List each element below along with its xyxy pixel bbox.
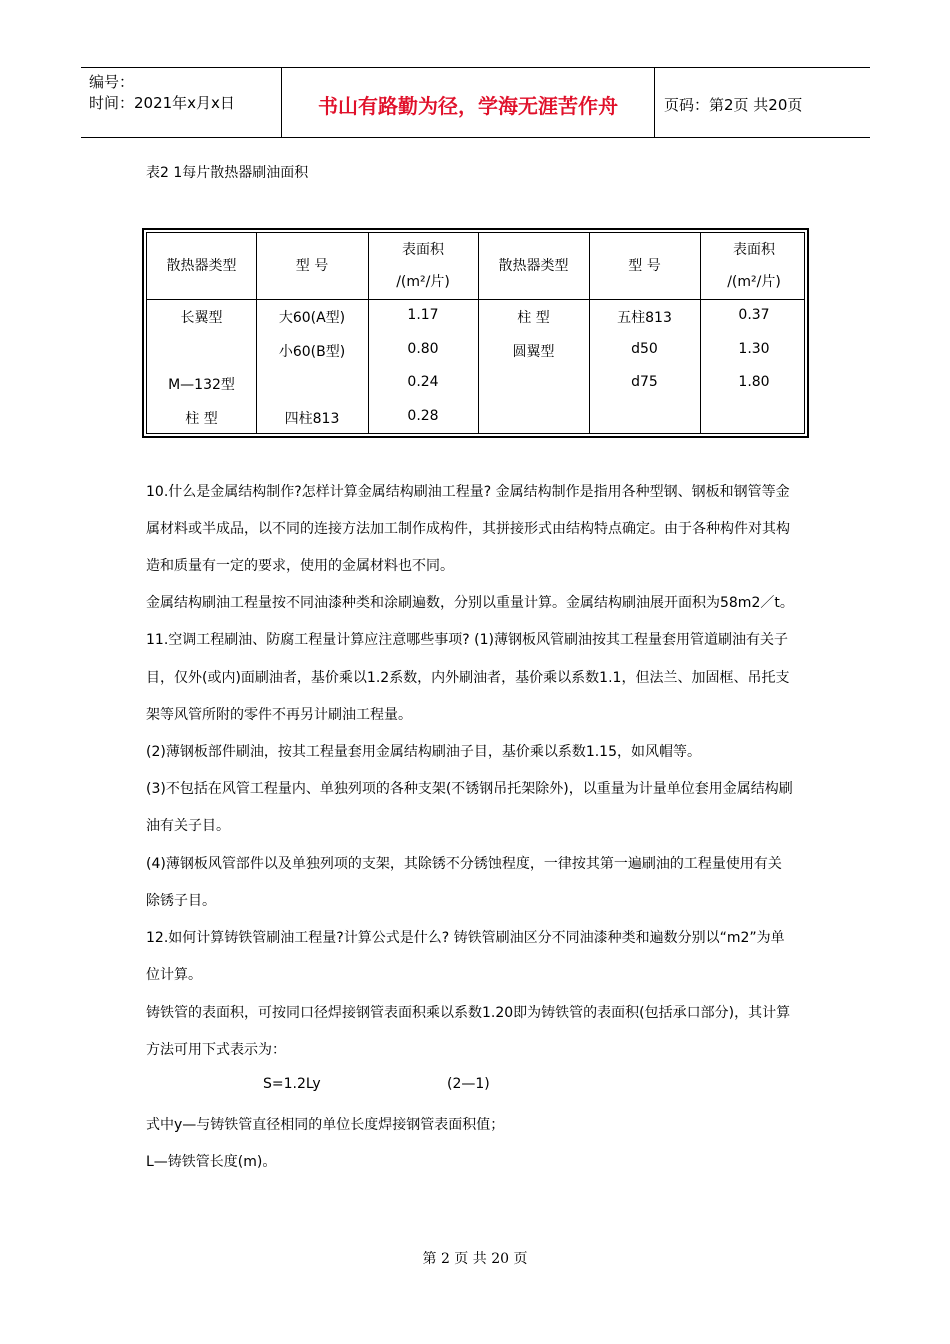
- table-cell: 1.30: [738, 341, 770, 357]
- paragraph-line: 目，仅外(或内)面刷油者，基价乘以1.2系数，内外刷油者，基价乘以系数1.1，但法兰、加固框、吊托支: [146, 670, 790, 686]
- table-cell: 0.37: [738, 307, 770, 323]
- header-model: 型 号: [295, 258, 329, 274]
- table-cell: d50: [631, 341, 658, 357]
- formula-note: 式中y—与铸铁管直径相同的单位长度焊接钢管表面积值；: [146, 1117, 505, 1133]
- paragraph-line: 油有关子目。: [146, 818, 230, 834]
- paragraph-line: 方法可用下式表示为：: [146, 1042, 286, 1058]
- paragraph-line: 10.什么是金属结构制作?怎样计算金属结构刷油工程量? 金属结构制作是指用各种型钢、钢板和钢管等金: [146, 484, 790, 500]
- table-cell: 圆翼型: [512, 344, 555, 360]
- table-cell: 0.24: [407, 374, 439, 390]
- paragraph-line: 架等风管所附的零件不再另计刷油工程量。: [146, 707, 412, 723]
- formula-expression: S=1.2Ly: [263, 1076, 321, 1092]
- table-cell: M—132型: [168, 377, 235, 393]
- table-cell: d75: [631, 374, 658, 390]
- page-footer: 第 2 页 共 20 页: [422, 1251, 528, 1267]
- header-row-divider: [147, 299, 804, 300]
- column-divider: [368, 233, 369, 433]
- table-cell: 1.80: [738, 374, 770, 390]
- formula-number: (2—1): [447, 1076, 490, 1092]
- header-area: 表面积: [733, 242, 775, 258]
- time-label: 时间：2021年x月x日: [89, 94, 235, 112]
- table-cell: 大60(A型): [278, 310, 346, 326]
- header-model: 型 号: [628, 258, 661, 274]
- header-radiator-type: 散热器类型: [498, 258, 569, 274]
- table-cell: 长翼型: [180, 310, 223, 326]
- header-area-unit: /(m²/片): [396, 274, 450, 290]
- table-cell: 柱 型: [517, 310, 550, 326]
- table-cell: 四柱813: [284, 411, 340, 427]
- paragraph-line: 属材料或半成品，以不同的连接方法加工制作成构件，其拼接形式由结构特点确定。由于各种构件对其构: [146, 521, 790, 537]
- table-cell: 五柱813: [617, 310, 672, 326]
- paragraph-line: (2)薄钢板部件刷油，按其工程量套用金属结构刷油子目，基价乘以系数1.15，如风帽等。: [146, 744, 702, 760]
- page-header: [81, 67, 870, 138]
- table-cell: 0.28: [407, 408, 439, 424]
- paragraph-line: (3)不包括在风管工程量内、单独列项的各种支架(不锈钢吊托架除外)，以重量为计量单位套用金属结构刷: [146, 781, 793, 797]
- header-area-unit: /(m²/片): [727, 274, 781, 290]
- paragraph-line: 位计算。: [146, 967, 202, 983]
- table-cell: 1.17: [407, 307, 439, 323]
- header-meta: [89, 72, 235, 114]
- table-inner-border: [146, 232, 805, 434]
- header-motto: 书山有路勤为径，学海无涯苦作舟: [318, 94, 618, 118]
- paragraph-line: 金属结构刷油工程量按不同油漆种类和涂刷遍数，分别以重量计算。金属结构刷油展开面积为58m2／t。: [146, 595, 794, 611]
- formula-note: L—铸铁管长度(m)。: [146, 1154, 277, 1170]
- paragraph-line: 12.如何计算铸铁管刷油工程量?计算公式是什么? 铸铁管刷油区分不同油漆种类和遍数分别以“m2”为单: [146, 930, 785, 946]
- table-caption: 表2 1每片散热器刷油面积: [146, 165, 309, 181]
- table-cell: 小60(B型): [278, 344, 346, 360]
- paragraph-line: 除锈子目。: [146, 893, 216, 909]
- header-page-info: 页码：第2页 共20页: [664, 96, 803, 114]
- paragraph-line: 造和质量有一定的要求，使用的金属材料也不同。: [146, 558, 454, 574]
- table-cell: 0.80: [407, 341, 439, 357]
- paragraph-line: 铸铁管的表面积，可按同口径焊接钢管表面积乘以系数1.20即为铸铁管的表面积(包括承口部分)，其计算: [146, 1005, 791, 1021]
- paragraph-line: 11.空调工程刷油、防腐工程量计算应注意哪些事项? (1)薄钢板风管刷油按其工程量套用管道刷油有关子: [146, 632, 788, 648]
- column-divider: [700, 233, 701, 433]
- radiator-area-table: [142, 228, 809, 438]
- paragraph-line: (4)薄钢板风管部件以及单独列项的支架，其除锈不分锈蚀程度，一律按其第一遍刷油的工程量使用有关: [146, 856, 782, 872]
- header-area: 表面积: [402, 242, 444, 258]
- header-radiator-type: 散热器类型: [166, 258, 237, 274]
- number-label: 编号：: [89, 73, 135, 91]
- header-divider: [654, 68, 655, 137]
- table-cell: 柱 型: [185, 411, 218, 427]
